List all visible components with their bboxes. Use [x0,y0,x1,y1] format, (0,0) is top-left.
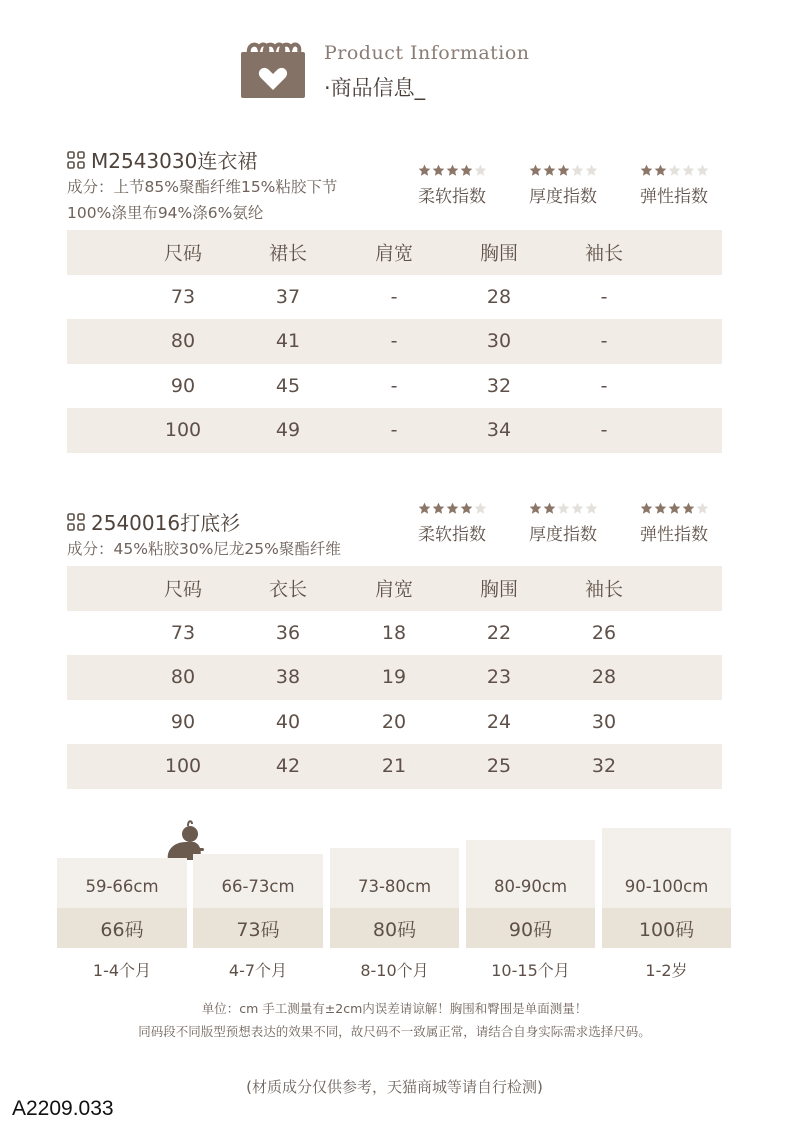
item-code: A2209.033 [12,1097,114,1120]
table-cell [591,655,722,700]
cell-text: 73 [170,621,196,644]
measurement-note: 单位：cm 手工测量有±2cm内误差请谅解！胸围和臀围是单面测量！ [201,1001,588,1016]
brand-logo-icon [241,40,305,98]
table-cell [600,364,722,409]
star-empty-icon [668,164,681,177]
height-range: 73-80cm [357,877,432,896]
cell-text: 26 [591,621,617,644]
star-filled-icon [682,502,695,515]
cell-text: - [600,330,608,353]
softness-index [418,502,510,545]
cell-text: - [390,374,398,397]
cell-text: 28 [591,666,617,689]
star-empty-icon [474,164,487,177]
size-growth-chart [0,820,789,990]
column-header [584,230,722,275]
rating-stars [418,164,510,178]
index-label: 厚度指数 [529,525,597,545]
cell-text: 100 [164,419,202,442]
cell-text: 30 [591,710,617,733]
column-header [67,566,297,611]
cell-text: 36 [275,621,301,644]
material-text: 成分：上节85%聚酯纤维15%粘胶下节 100%涤里布94%涤6%氨纶 [67,178,338,222]
table-header-row [67,566,722,611]
star-empty-icon [557,502,570,515]
cell-text: 30 [486,330,512,353]
table-cell [486,319,612,364]
table-cell [600,275,722,320]
cell-text: 73 [170,285,196,308]
material-note: (材质成分仅供参考，天猫商城等请自行检测) [246,1078,543,1096]
cell-text: - [390,285,398,308]
index-label: 柔软指数 [418,525,486,545]
table-cell [486,408,612,453]
softness-index [418,164,510,207]
table-cell [591,700,722,745]
star-filled-icon [432,164,445,177]
star-filled-icon [460,164,473,177]
size-code: 100码 [638,919,695,941]
star-filled-icon [446,164,459,177]
table-cell [275,408,397,453]
star-empty-icon [696,502,709,515]
cell-text: 尺码 [163,578,203,601]
column-header [67,230,297,275]
cell-text: 28 [486,285,512,308]
table-row [67,700,722,745]
cell-text: 45 [275,374,301,397]
star-empty-icon [696,164,709,177]
star-empty-icon [585,502,598,515]
index-label: 柔软指数 [418,187,486,207]
star-filled-icon [668,502,681,515]
cell-text: 42 [275,755,301,778]
product-title: M2543030连衣裙 [67,145,257,174]
cell-text: - [600,419,608,442]
height-range: 90-100cm [624,877,709,896]
table-cell [486,275,612,320]
cell-text: 21 [381,755,407,778]
cell-text: 19 [381,666,407,689]
table-cell [275,319,397,364]
table-cell [600,319,722,364]
cell-text: - [600,285,608,308]
cell-text: 尺码 [163,242,203,265]
cell-text: - [390,330,398,353]
cell-text: 80 [170,666,196,689]
size-code: 90码 [508,919,553,941]
growth-column [57,820,187,990]
cell-text: 100 [164,755,202,778]
table-cell [67,611,297,656]
grid-icon [67,151,85,169]
table-header-row [67,230,722,275]
table-cell [67,655,297,700]
column-header [584,566,722,611]
cell-text: 34 [486,419,512,442]
age-range: 10-15个月 [491,961,570,980]
size-code: 73码 [236,919,280,941]
cell-text: 32 [591,755,617,778]
table-cell [67,275,297,320]
cell-text: 49 [275,419,301,442]
size-code: 66码 [100,919,144,941]
table-row [67,364,722,409]
header-title-en: Product Information [324,42,530,64]
table-row [67,408,722,453]
size-table [67,230,722,453]
material-text: 成分：45%粘胶30%尼龙25%聚酯纤维 [67,540,341,558]
star-filled-icon [557,164,570,177]
height-range: 80-90cm [493,877,568,896]
cell-text: 90 [170,374,196,397]
table-cell [600,408,722,453]
thickness-index [529,502,621,545]
cell-text: - [390,419,398,442]
index-label: 厚度指数 [529,187,597,207]
header-title-cn: ·商品信息_ [324,76,426,100]
cell-text: 袖长 [584,242,624,265]
table-cell [67,744,297,789]
cell-text: 24 [486,710,512,733]
growth-column [193,820,323,990]
star-filled-icon [543,502,556,515]
cell-text: 23 [486,666,512,689]
cell-text: 40 [275,710,301,733]
age-range: 4-7个月 [228,961,288,980]
star-filled-icon [418,164,431,177]
age-range: 1-4个月 [92,961,152,980]
cell-text: 38 [275,666,301,689]
rating-stars [418,502,510,516]
elasticity-index [640,502,732,545]
size-table [67,566,722,789]
cell-text: 80 [170,330,196,353]
rating-stars [529,502,621,516]
table-row [67,655,722,700]
star-empty-icon [585,164,598,177]
age-range: 8-10个月 [360,961,429,980]
cell-text: 90 [170,710,196,733]
cell-text: 32 [486,374,512,397]
cell-text: 肩宽 [374,242,414,265]
cell-text: 20 [381,710,407,733]
star-filled-icon [460,502,473,515]
table-cell [591,744,722,789]
height-range: 66-73cm [221,877,295,896]
table-cell [486,364,612,409]
table-cell [67,364,297,409]
star-filled-icon [543,164,556,177]
rating-stars [640,502,732,516]
cell-text: 衣长 [268,578,308,601]
table-row [67,319,722,364]
cell-text: 胸围 [479,242,519,265]
star-filled-icon [529,502,542,515]
table-cell [67,700,297,745]
thickness-index [529,164,621,207]
cell-text: - [600,374,608,397]
cell-text: 41 [275,330,301,353]
cell-text: 18 [381,621,407,644]
star-filled-icon [640,164,653,177]
growth-bar [466,840,595,908]
star-empty-icon [571,164,584,177]
star-filled-icon [654,164,667,177]
star-empty-icon [682,164,695,177]
height-range: 59-66cm [85,877,159,896]
table-row [67,275,722,320]
cell-text: 肩宽 [374,578,414,601]
cell-text: 胸围 [479,578,519,601]
table-cell [591,611,722,656]
growth-column [602,820,731,990]
growth-bar [602,828,731,908]
star-empty-icon [474,502,487,515]
star-filled-icon [446,502,459,515]
size-code: 80码 [372,919,417,941]
star-empty-icon [571,502,584,515]
star-filled-icon [654,502,667,515]
grid-icon [67,513,85,531]
cell-text: 袖长 [584,578,624,601]
cell-text: 裙长 [268,242,308,265]
table-cell [275,364,397,409]
index-label: 弹性指数 [640,187,708,207]
star-filled-icon [418,502,431,515]
table-row [67,744,722,789]
table-cell [67,319,297,364]
product-title: 2540016打底衫 [67,507,240,536]
size-disclaimer: 同码段不同版型预想表达的效果不同，故尺码不一致属正常，请结合自身实际需求选择尺码。 [138,1024,651,1039]
table-row [67,611,722,656]
table-cell [275,275,397,320]
rating-stars [529,164,621,178]
cell-text: 25 [486,755,512,778]
index-label: 弹性指数 [640,525,708,545]
table-cell [67,408,297,453]
star-filled-icon [432,502,445,515]
cell-text: 22 [486,621,512,644]
growth-column [330,820,459,990]
growth-column [466,820,595,990]
star-filled-icon [529,164,542,177]
star-filled-icon [640,502,653,515]
elasticity-index [640,164,732,207]
rating-stars [640,164,732,178]
cell-text: 37 [275,285,301,308]
age-range: 1-2岁 [645,961,688,980]
